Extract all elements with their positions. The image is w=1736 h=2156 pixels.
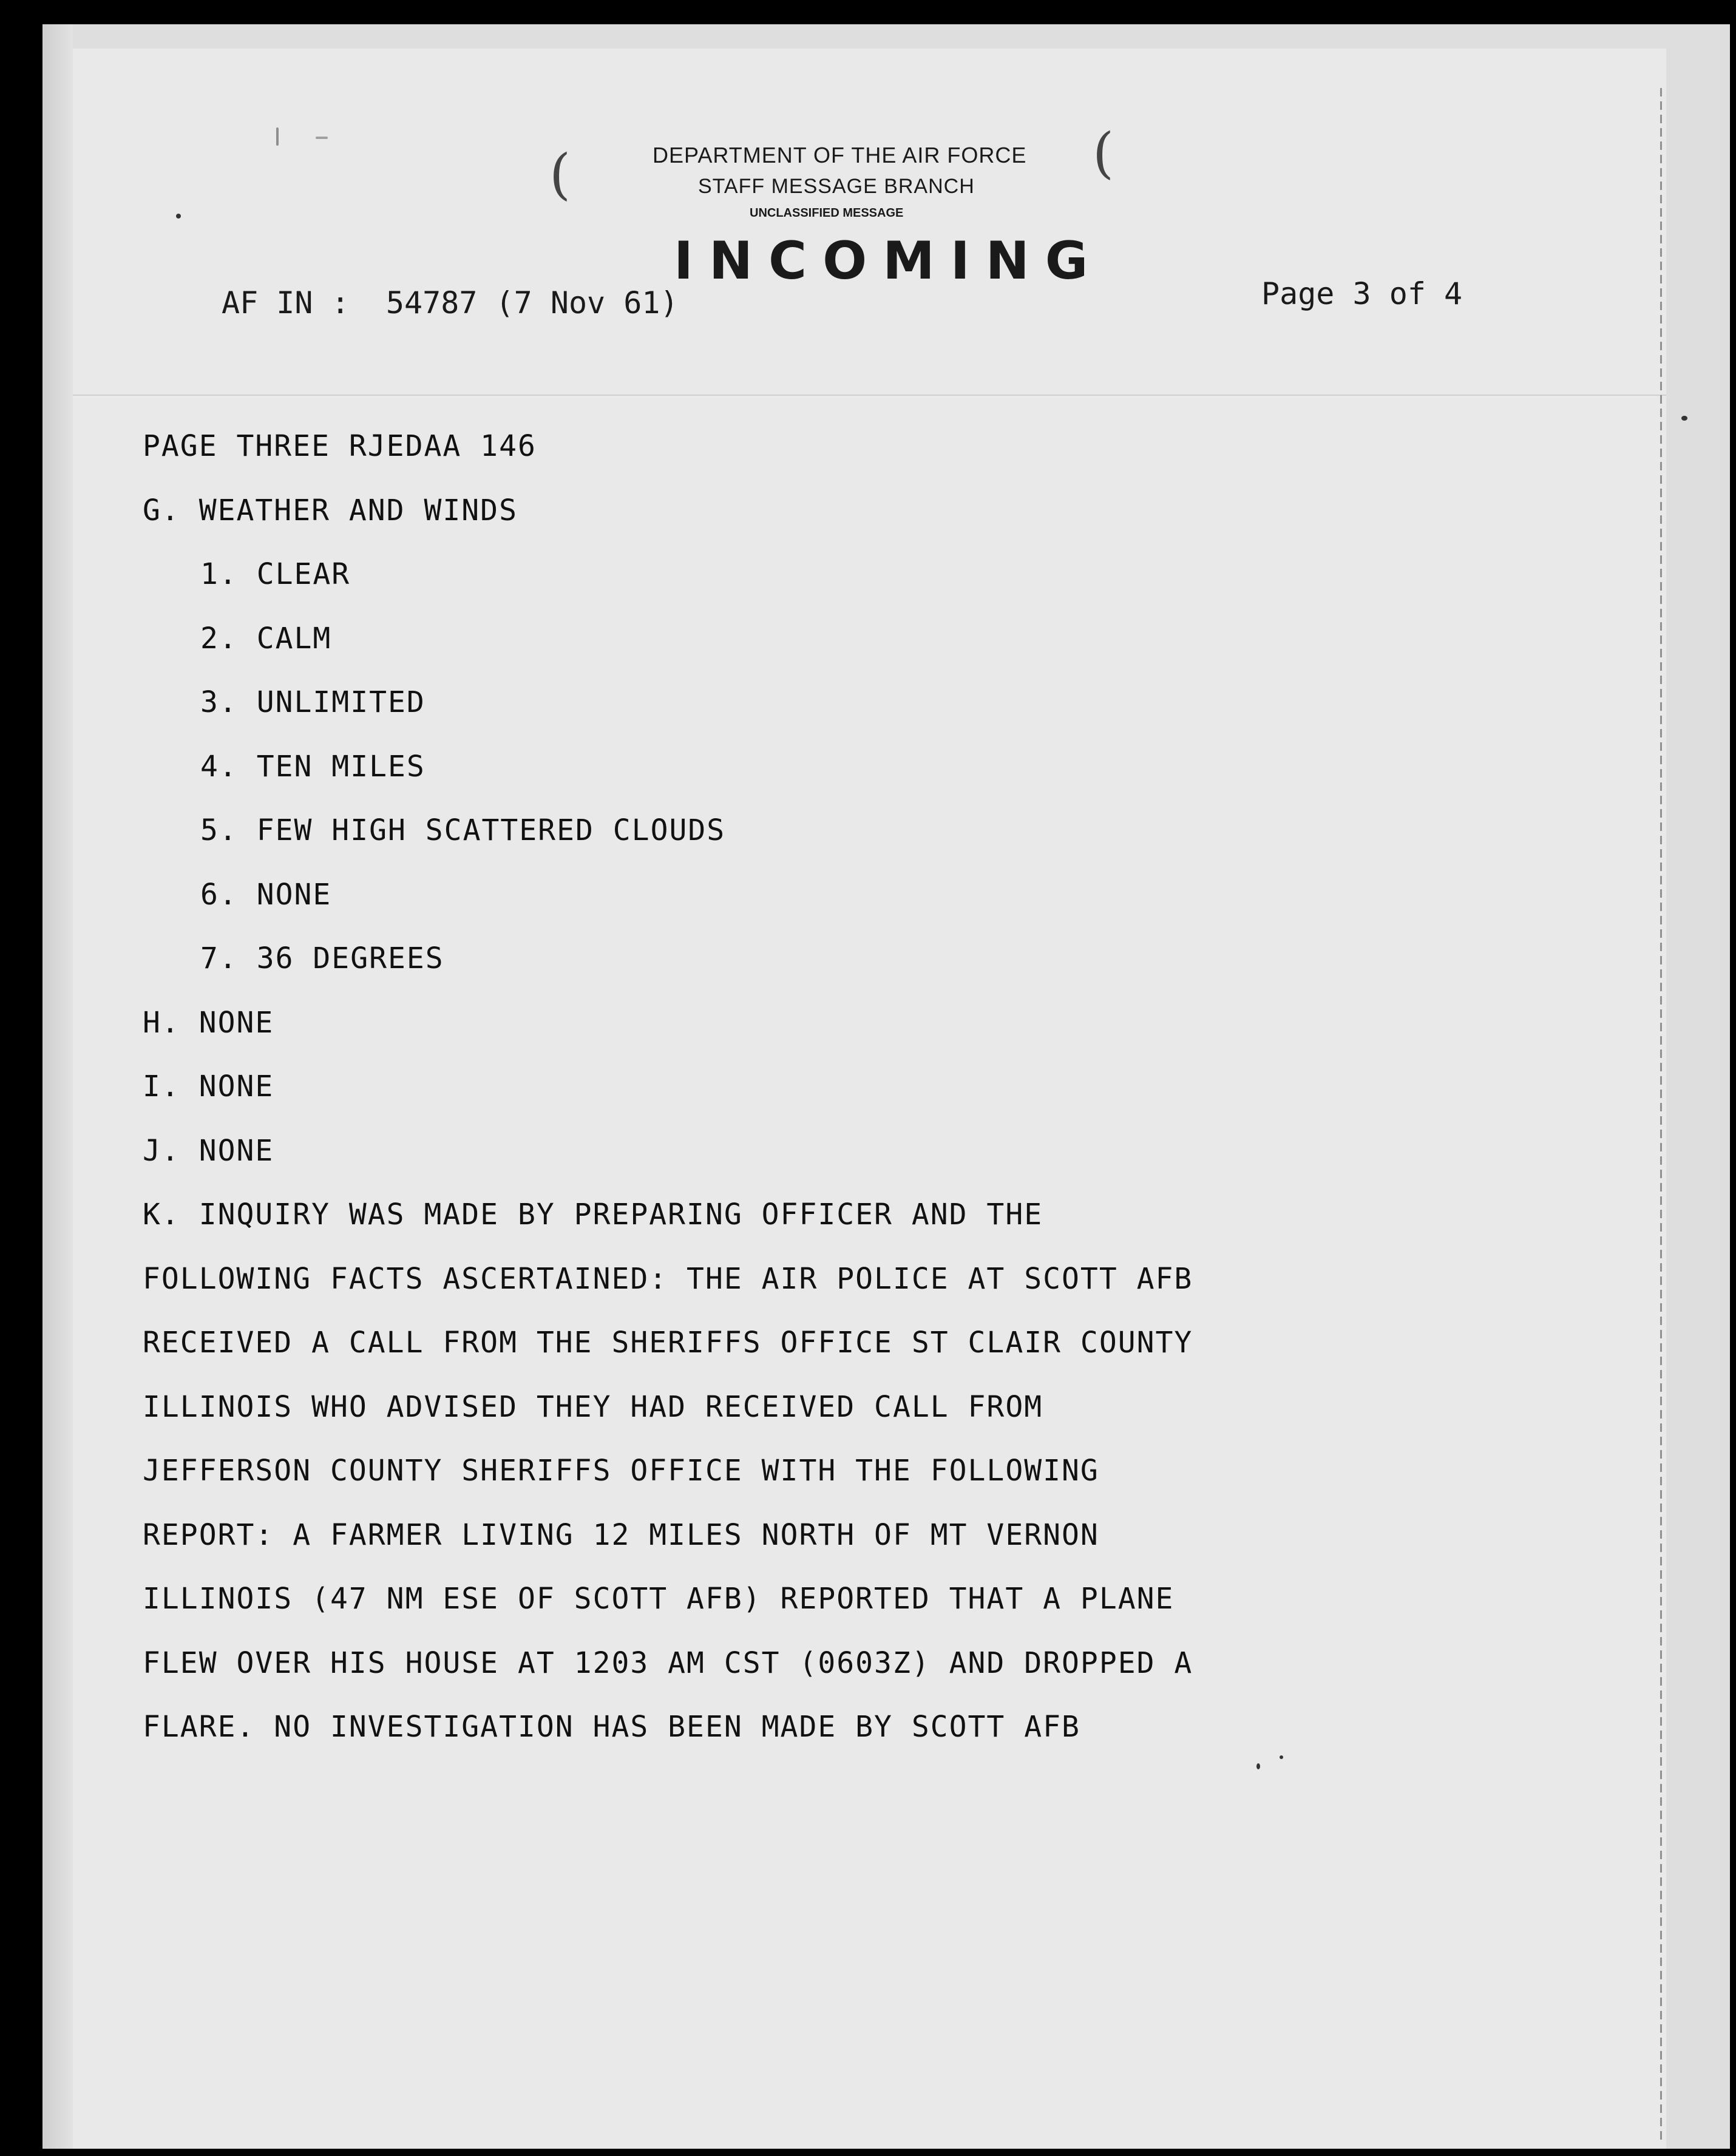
message-line: PAGE THREE RJEDAA 146 bbox=[143, 429, 537, 463]
header-divider bbox=[73, 395, 1666, 396]
message-line: JEFFERSON COUNTY SHERIFFS OFFICE WITH THE FOLLOWING bbox=[143, 1454, 1099, 1488]
message-line: FLEW OVER HIS HOUSE AT 1203 AM CST (0603Z) AND DROPPED A bbox=[143, 1646, 1193, 1680]
decorative-bracket-right: ( bbox=[1093, 121, 1114, 185]
message-line: 5. FEW HIGH SCATTERED CLOUDS bbox=[200, 813, 726, 847]
paper-shadow bbox=[42, 24, 73, 2149]
message-line: FLARE. NO INVESTIGATION HAS BEEN MADE BY SCOTT AFB bbox=[143, 1710, 1080, 1744]
scan-speck bbox=[1681, 416, 1687, 421]
message-line: FOLLOWING FACTS ASCERTAINED: THE AIR POLICE AT SCOTT AFB bbox=[143, 1261, 1193, 1296]
classification-label: UNCLASSIFIED MESSAGE bbox=[750, 206, 904, 220]
message-line: G. WEATHER AND WINDS bbox=[143, 493, 518, 527]
message-line: H. NONE bbox=[143, 1005, 274, 1040]
scan-speck bbox=[1280, 1755, 1283, 1759]
message-line: J. NONE bbox=[143, 1133, 274, 1168]
message-line: REPORT: A FARMER LIVING 12 MILES NORTH OF MT VERNON bbox=[143, 1517, 1099, 1552]
message-line: 6. NONE bbox=[200, 877, 332, 912]
af-in-number: AF IN : 54787 (7 Nov 61) bbox=[222, 285, 679, 320]
message-line: 2. CALM bbox=[200, 621, 332, 656]
perforated-edge bbox=[1660, 88, 1662, 2140]
scan-speck bbox=[176, 214, 181, 219]
message-line: ILLINOIS (47 NM ESE OF SCOTT AFB) REPORTED THAT A PLANE bbox=[143, 1582, 1175, 1616]
message-line: 4. TEN MILES bbox=[200, 749, 426, 784]
message-line: RECEIVED A CALL FROM THE SHERIFFS OFFICE ST CLAIR COUNTY bbox=[143, 1326, 1193, 1360]
scan-speck bbox=[316, 137, 328, 139]
message-line: I. NONE bbox=[143, 1070, 274, 1103]
department-heading: DEPARTMENT OF THE AIR FORCE bbox=[653, 143, 1027, 168]
message-line: ILLINOIS WHO ADVISED THEY HAD RECEIVED CALL FROM bbox=[143, 1389, 1043, 1424]
decorative-bracket-left: ( bbox=[549, 143, 571, 206]
incoming-title: INCOMING bbox=[674, 231, 1104, 291]
message-line: 1. CLEAR bbox=[200, 557, 351, 591]
message-line: K. INQUIRY WAS MADE BY PREPARING OFFICER AND THE bbox=[143, 1198, 1043, 1232]
message-line: 3. UNLIMITED bbox=[200, 685, 426, 719]
scan-speck bbox=[1256, 1763, 1260, 1769]
scan-speck bbox=[276, 127, 279, 146]
message-line: 7. 36 DEGREES bbox=[200, 941, 444, 975]
message-body bbox=[143, 428, 1193, 1773]
branch-heading: STAFF MESSAGE BRANCH bbox=[698, 175, 975, 198]
page-number: Page 3 of 4 bbox=[1261, 276, 1463, 311]
